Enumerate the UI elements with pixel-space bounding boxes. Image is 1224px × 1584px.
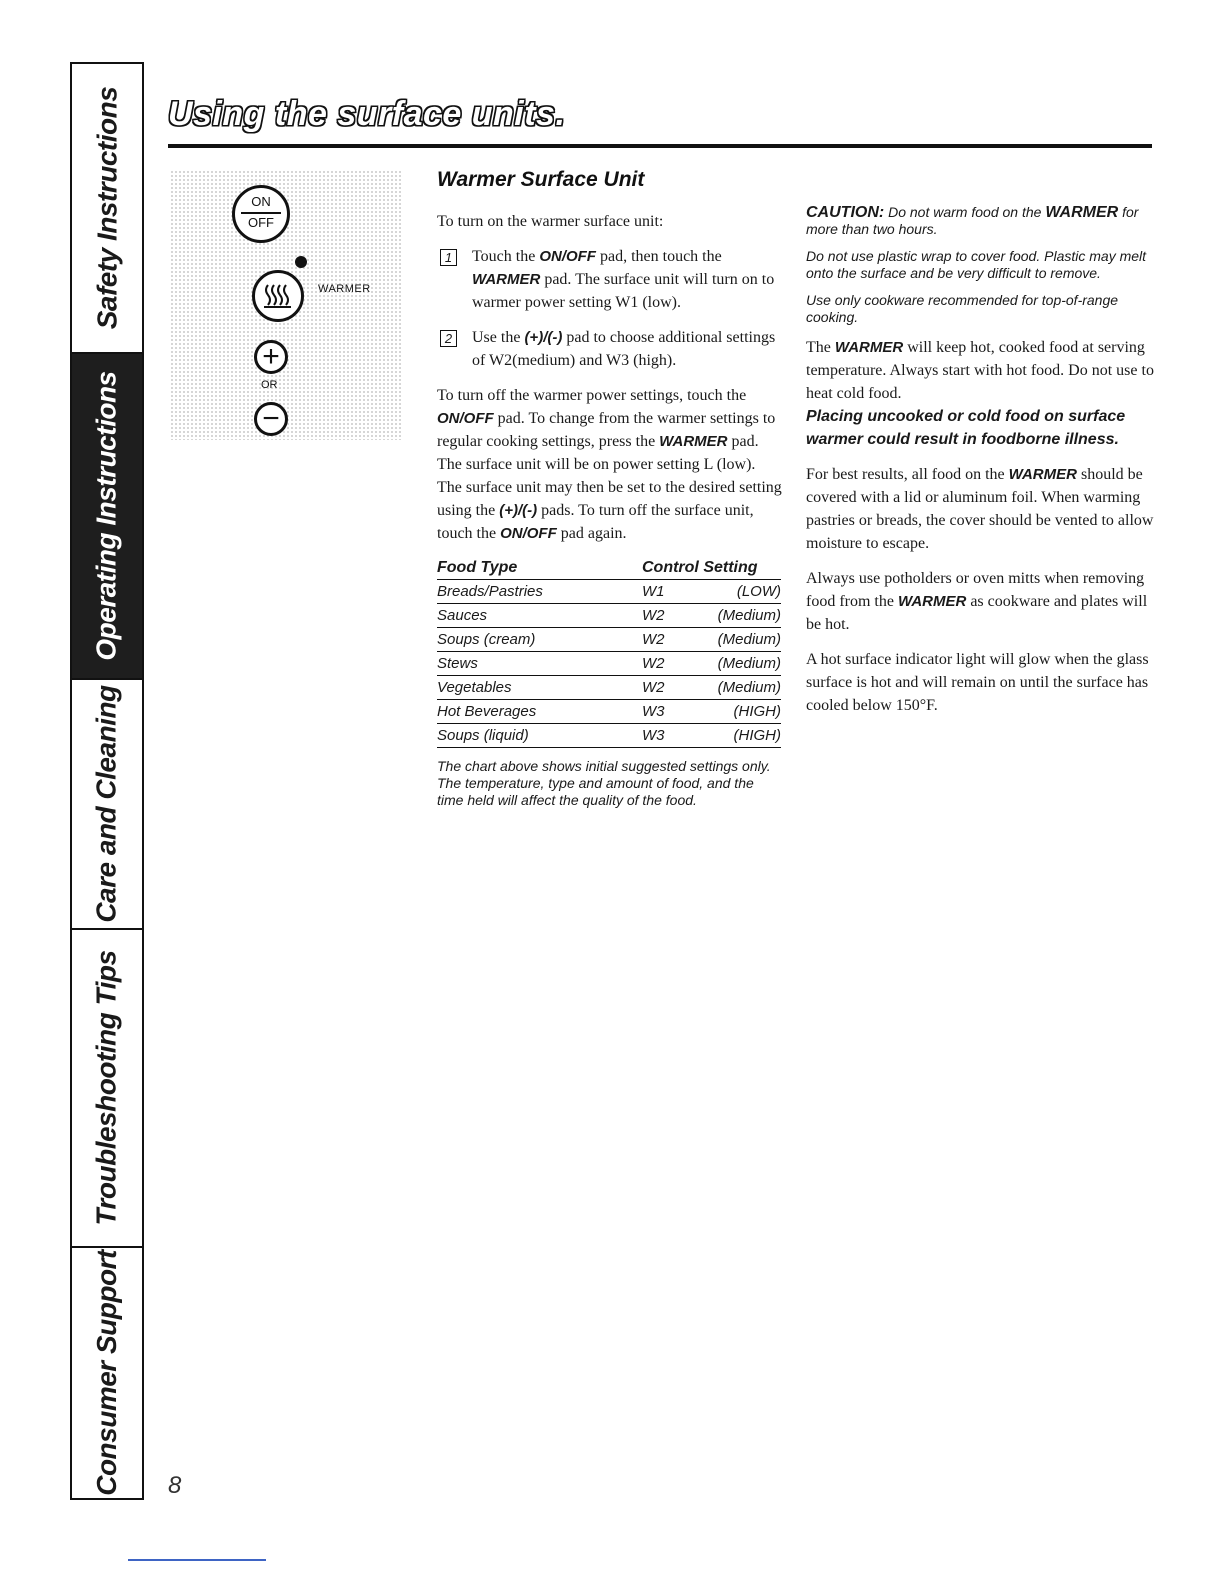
side-tab-label: Safety Instructions (91, 86, 122, 330)
page-number: 8 (168, 1472, 182, 1499)
off-label: OFF (248, 215, 274, 230)
step-text: Use the (+)/(-) pad to choose additional settings of W2(medium) and W3 (high). (472, 329, 776, 369)
step-1 (437, 245, 782, 314)
step-2 (437, 326, 782, 372)
setting-cell: W2 (642, 628, 692, 652)
on-label: ON (251, 194, 271, 209)
turn-off-paragraph: To turn off the warmer power settings, touch the ON/OFF pad. To change from the warmer settings to regular cooking settings, press the WARMER pad. The surface unit will be on power setting L (low). The surface unit may then be set to the desired setting using the (+)/(-) pads. To turn off the surface unit, touch the ON/OFF pad again. (437, 387, 782, 542)
plus-glyph: + (262, 340, 280, 373)
side-tab-troubleshooting-tips[interactable] (72, 930, 142, 1248)
food-cell: Vegetables (437, 676, 642, 700)
side-tab-strip (70, 62, 144, 1500)
food-cell: Hot Beverages (437, 700, 642, 724)
level-cell: (Medium) (692, 676, 781, 700)
minus-glyph: − (262, 402, 280, 435)
cookware-note: Use only cookware recommended for top-of-range cooking. (806, 292, 1119, 325)
warmer-label: WARMER (318, 283, 371, 295)
caution-label: CAUTION: (806, 204, 885, 221)
plus-pad-icon (254, 340, 288, 374)
warmer-paragraph: The WARMER will keep hot, cooked food at serving temperature. Always start with hot food. Do not use to heat cold food. (806, 339, 1154, 402)
level-cell: (Medium) (692, 652, 781, 676)
table-row (437, 700, 781, 724)
food-cell: Sauces (437, 604, 642, 628)
table-row (437, 628, 781, 652)
indicator-light-icon (295, 256, 307, 268)
step-number: 2 (440, 330, 457, 347)
side-tab-consumer-support[interactable] (72, 1248, 142, 1498)
section-heading: Warmer Surface Unit (437, 168, 645, 191)
best-results-paragraph: For best results, all food on the WARMER should be covered with a lid or aluminum foil. When warming pastries or breads, the cover should be vented to allow moisture to escape. (806, 466, 1154, 552)
table-row (437, 724, 781, 748)
col-food-type: Food Type (437, 557, 642, 580)
side-tab-label: Operating Instructions (91, 371, 122, 661)
on-off-divider (241, 212, 281, 214)
level-cell: (LOW) (692, 580, 781, 604)
level-cell: (HIGH) (692, 724, 781, 748)
table-note: The chart above shows initial suggested settings only. The temperature, type and amount of food, and the time held will affect the quality of the food. (437, 758, 771, 808)
or-label: OR (261, 379, 278, 391)
level-cell: (Medium) (692, 628, 781, 652)
plastic-wrap-note: Do not use plastic wrap to cover food. Plastic may melt onto the surface and be very difficult to remove. (806, 248, 1147, 281)
side-tab-care-and-cleaning[interactable] (72, 680, 142, 930)
settings-table (437, 557, 781, 748)
on-off-pad-icon (232, 185, 290, 243)
side-tab-operating-instructions[interactable] (72, 354, 142, 680)
intro-text: To turn on the warmer surface unit: (437, 213, 664, 230)
potholders-paragraph: Always use potholders or oven mitts when removing food from the WARMER as cookware and plates will be hot. (806, 570, 1148, 633)
table-row (437, 580, 781, 604)
title-divider (168, 144, 1152, 148)
setting-cell: W1 (642, 580, 692, 604)
step-text: Touch the ON/OFF pad, then touch the WARMER pad. The surface unit will turn on to warmer power setting W1 (low). (472, 248, 775, 311)
control-panel-illustration (170, 170, 402, 440)
level-cell: (Medium) (692, 604, 781, 628)
setting-cell: W2 (642, 604, 692, 628)
level-cell: (HIGH) (692, 700, 781, 724)
side-tab-safety-instructions[interactable] (72, 64, 142, 354)
setting-cell: W2 (642, 652, 692, 676)
heat-waves-icon (255, 273, 301, 319)
col-control-setting: Control Setting (642, 557, 781, 580)
food-cell: Stews (437, 652, 642, 676)
indicator-paragraph: A hot surface indicator light will glow when the glass surface is hot and will remain on until the surface has cooled below 150°F. (806, 651, 1149, 714)
footer-link-line (128, 1559, 266, 1561)
instructions-column (437, 168, 782, 823)
table-row (437, 604, 781, 628)
food-cell: Soups (cream) (437, 628, 642, 652)
table-row (437, 676, 781, 700)
side-tab-label: Care and Cleaning (91, 685, 122, 923)
setting-cell: W3 (642, 700, 692, 724)
foodborne-warning: Placing uncooked or cold food on surface warmer could result in foodborne illness. (806, 408, 1126, 448)
setting-cell: W3 (642, 724, 692, 748)
food-cell: Soups (liquid) (437, 724, 642, 748)
caution-column (806, 204, 1154, 729)
page-title: Using the surface units. (168, 95, 566, 133)
step-number: 1 (440, 249, 457, 266)
setting-cell: W2 (642, 676, 692, 700)
table-header-row (437, 557, 781, 580)
table-row (437, 652, 781, 676)
warmer-pad-icon (252, 270, 304, 322)
caution-note: CAUTION: Do not warm food on the WARMER for more than two hours. (806, 204, 1139, 237)
side-tab-label: Troubleshooting Tips (91, 950, 122, 1226)
side-tab-label: Consumer Support (91, 1250, 122, 1496)
minus-pad-icon (254, 402, 288, 436)
food-cell: Breads/Pastries (437, 580, 642, 604)
